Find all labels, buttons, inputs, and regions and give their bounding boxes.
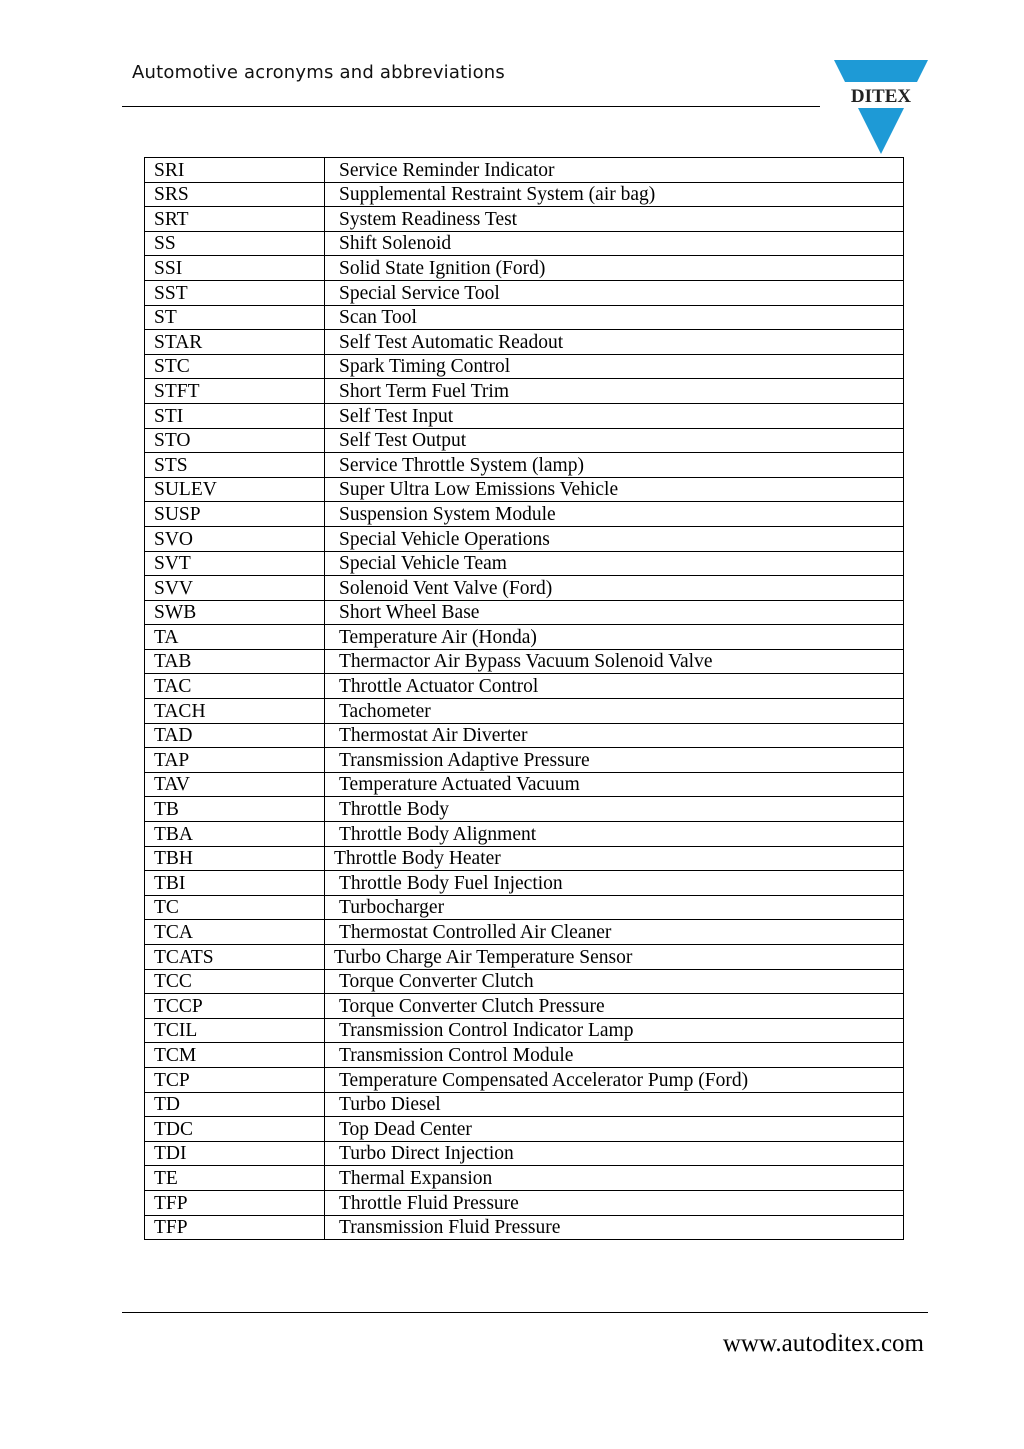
- acronym-cell: SVT: [145, 551, 325, 576]
- table-row: [145, 822, 904, 847]
- meaning-cell: Throttle Body: [325, 797, 904, 822]
- acronym-cell: TBH: [145, 846, 325, 871]
- acronym-cell: TDI: [145, 1141, 325, 1166]
- acronym-cell: SVO: [145, 526, 325, 551]
- acronym-table-body: [145, 158, 904, 1240]
- meaning-cell: Self Test Automatic Readout: [325, 330, 904, 355]
- table-row: [145, 379, 904, 404]
- table-row: [145, 1117, 904, 1142]
- table-row: [145, 453, 904, 478]
- acronym-cell: SWB: [145, 600, 325, 625]
- table-row: [145, 158, 904, 183]
- acronym-cell: TCATS: [145, 945, 325, 970]
- acronym-cell: TB: [145, 797, 325, 822]
- table-row: [145, 305, 904, 330]
- acronym-cell: TE: [145, 1166, 325, 1191]
- table-row: [145, 1067, 904, 1092]
- table-row: [145, 502, 904, 527]
- meaning-cell: Special Vehicle Operations: [325, 526, 904, 551]
- meaning-cell: Transmission Adaptive Pressure: [325, 748, 904, 773]
- table-row: [145, 256, 904, 281]
- meaning-cell: Throttle Body Alignment: [325, 822, 904, 847]
- footer-divider: [122, 1312, 928, 1313]
- table-row: [145, 699, 904, 724]
- meaning-cell: Turbocharger: [325, 895, 904, 920]
- table-row: [145, 625, 904, 650]
- table-row: [145, 1190, 904, 1215]
- table-row: [145, 748, 904, 773]
- acronym-cell: TAD: [145, 723, 325, 748]
- ditex-logo: [834, 60, 928, 154]
- meaning-cell: Turbo Direct Injection: [325, 1141, 904, 1166]
- table-row: [145, 207, 904, 232]
- table-row: [145, 280, 904, 305]
- acronym-cell: SS: [145, 231, 325, 256]
- meaning-cell: Temperature Air (Honda): [325, 625, 904, 650]
- table-row: [145, 600, 904, 625]
- table-row: [145, 428, 904, 453]
- table-row: [145, 772, 904, 797]
- acronym-cell: TAC: [145, 674, 325, 699]
- meaning-cell: Scan Tool: [325, 305, 904, 330]
- acronym-cell: TFP: [145, 1190, 325, 1215]
- acronym-cell: STFT: [145, 379, 325, 404]
- meaning-cell: Short Wheel Base: [325, 600, 904, 625]
- meaning-cell: Throttle Body Heater: [325, 846, 904, 871]
- meaning-cell: Thermostat Controlled Air Cleaner: [325, 920, 904, 945]
- table-row: [145, 477, 904, 502]
- acronym-cell: TCCP: [145, 994, 325, 1019]
- table-row: [145, 526, 904, 551]
- acronym-cell: TCM: [145, 1043, 325, 1068]
- logo-text: DITEX: [850, 86, 912, 107]
- table-row: [145, 1141, 904, 1166]
- meaning-cell: Turbo Diesel: [325, 1092, 904, 1117]
- table-row: [145, 674, 904, 699]
- meaning-cell: Transmission Control Indicator Lamp: [325, 1018, 904, 1043]
- acronym-cell: TCIL: [145, 1018, 325, 1043]
- table-row: [145, 330, 904, 355]
- meaning-cell: Supplemental Restraint System (air bag): [325, 182, 904, 207]
- acronym-cell: STAR: [145, 330, 325, 355]
- meaning-cell: System Readiness Test: [325, 207, 904, 232]
- acronym-cell: ST: [145, 305, 325, 330]
- table-row: [145, 797, 904, 822]
- meaning-cell: Torque Converter Clutch Pressure: [325, 994, 904, 1019]
- table-row: [145, 920, 904, 945]
- table-row: [145, 1215, 904, 1240]
- acronym-cell: TBI: [145, 871, 325, 896]
- meaning-cell: Spark Timing Control: [325, 354, 904, 379]
- meaning-cell: Transmission Control Module: [325, 1043, 904, 1068]
- meaning-cell: Shift Solenoid: [325, 231, 904, 256]
- acronym-cell: TC: [145, 895, 325, 920]
- table-row: [145, 1018, 904, 1043]
- acronym-cell: STC: [145, 354, 325, 379]
- acronym-cell: TBA: [145, 822, 325, 847]
- acronym-cell: TDC: [145, 1117, 325, 1142]
- acronym-cell: TCP: [145, 1067, 325, 1092]
- table-row: [145, 649, 904, 674]
- meaning-cell: Thermostat Air Diverter: [325, 723, 904, 748]
- acronym-cell: SVV: [145, 576, 325, 601]
- acronym-cell: SUSP: [145, 502, 325, 527]
- acronym-cell: SSI: [145, 256, 325, 281]
- table-row: [145, 994, 904, 1019]
- meaning-cell: Temperature Actuated Vacuum: [325, 772, 904, 797]
- meaning-cell: Throttle Fluid Pressure: [325, 1190, 904, 1215]
- table-row: [145, 551, 904, 576]
- acronym-cell: SST: [145, 280, 325, 305]
- acronym-cell: SRS: [145, 182, 325, 207]
- page-header-title: Automotive acronyms and abbreviations: [132, 62, 505, 83]
- table-row: [145, 969, 904, 994]
- acronym-cell: TAB: [145, 649, 325, 674]
- meaning-cell: Special Vehicle Team: [325, 551, 904, 576]
- meaning-cell: Torque Converter Clutch: [325, 969, 904, 994]
- meaning-cell: Solid State Ignition (Ford): [325, 256, 904, 281]
- acronym-cell: TFP: [145, 1215, 325, 1240]
- acronym-cell: TA: [145, 625, 325, 650]
- table-row: [145, 231, 904, 256]
- table-row: [145, 354, 904, 379]
- acronym-cell: TD: [145, 1092, 325, 1117]
- acronym-table: [144, 157, 904, 1240]
- acronym-cell: STS: [145, 453, 325, 478]
- meaning-cell: Tachometer: [325, 699, 904, 724]
- meaning-cell: Solenoid Vent Valve (Ford): [325, 576, 904, 601]
- table-row: [145, 945, 904, 970]
- meaning-cell: Super Ultra Low Emissions Vehicle: [325, 477, 904, 502]
- table-row: [145, 1166, 904, 1191]
- acronym-cell: STI: [145, 403, 325, 428]
- table-row: [145, 1043, 904, 1068]
- footer-url[interactable]: www.autoditex.com: [722, 1330, 924, 1357]
- meaning-cell: Transmission Fluid Pressure: [325, 1215, 904, 1240]
- table-row: [145, 846, 904, 871]
- header-divider: [122, 106, 820, 107]
- acronym-table-wrapper: [144, 157, 904, 1240]
- table-row: [145, 1092, 904, 1117]
- meaning-cell: Throttle Body Fuel Injection: [325, 871, 904, 896]
- table-row: [145, 723, 904, 748]
- acronym-cell: TCC: [145, 969, 325, 994]
- acronym-cell: TCA: [145, 920, 325, 945]
- table-row: [145, 403, 904, 428]
- meaning-cell: Self Test Input: [325, 403, 904, 428]
- table-row: [145, 182, 904, 207]
- meaning-cell: Service Reminder Indicator: [325, 158, 904, 183]
- meaning-cell: Top Dead Center: [325, 1117, 904, 1142]
- acronym-cell: SRI: [145, 158, 325, 183]
- acronym-cell: SULEV: [145, 477, 325, 502]
- meaning-cell: Short Term Fuel Trim: [325, 379, 904, 404]
- meaning-cell: Turbo Charge Air Temperature Sensor: [325, 945, 904, 970]
- meaning-cell: Suspension System Module: [325, 502, 904, 527]
- meaning-cell: Throttle Actuator Control: [325, 674, 904, 699]
- acronym-cell: STO: [145, 428, 325, 453]
- meaning-cell: Thermal Expansion: [325, 1166, 904, 1191]
- table-row: [145, 895, 904, 920]
- meaning-cell: Temperature Compensated Accelerator Pump (Ford): [325, 1067, 904, 1092]
- meaning-cell: Service Throttle System (lamp): [325, 453, 904, 478]
- table-row: [145, 576, 904, 601]
- table-row: [145, 871, 904, 896]
- meaning-cell: Special Service Tool: [325, 280, 904, 305]
- meaning-cell: Self Test Output: [325, 428, 904, 453]
- acronym-cell: TACH: [145, 699, 325, 724]
- acronym-cell: TAP: [145, 748, 325, 773]
- meaning-cell: Thermactor Air Bypass Vacuum Solenoid Valve: [325, 649, 904, 674]
- acronym-cell: TAV: [145, 772, 325, 797]
- acronym-cell: SRT: [145, 207, 325, 232]
